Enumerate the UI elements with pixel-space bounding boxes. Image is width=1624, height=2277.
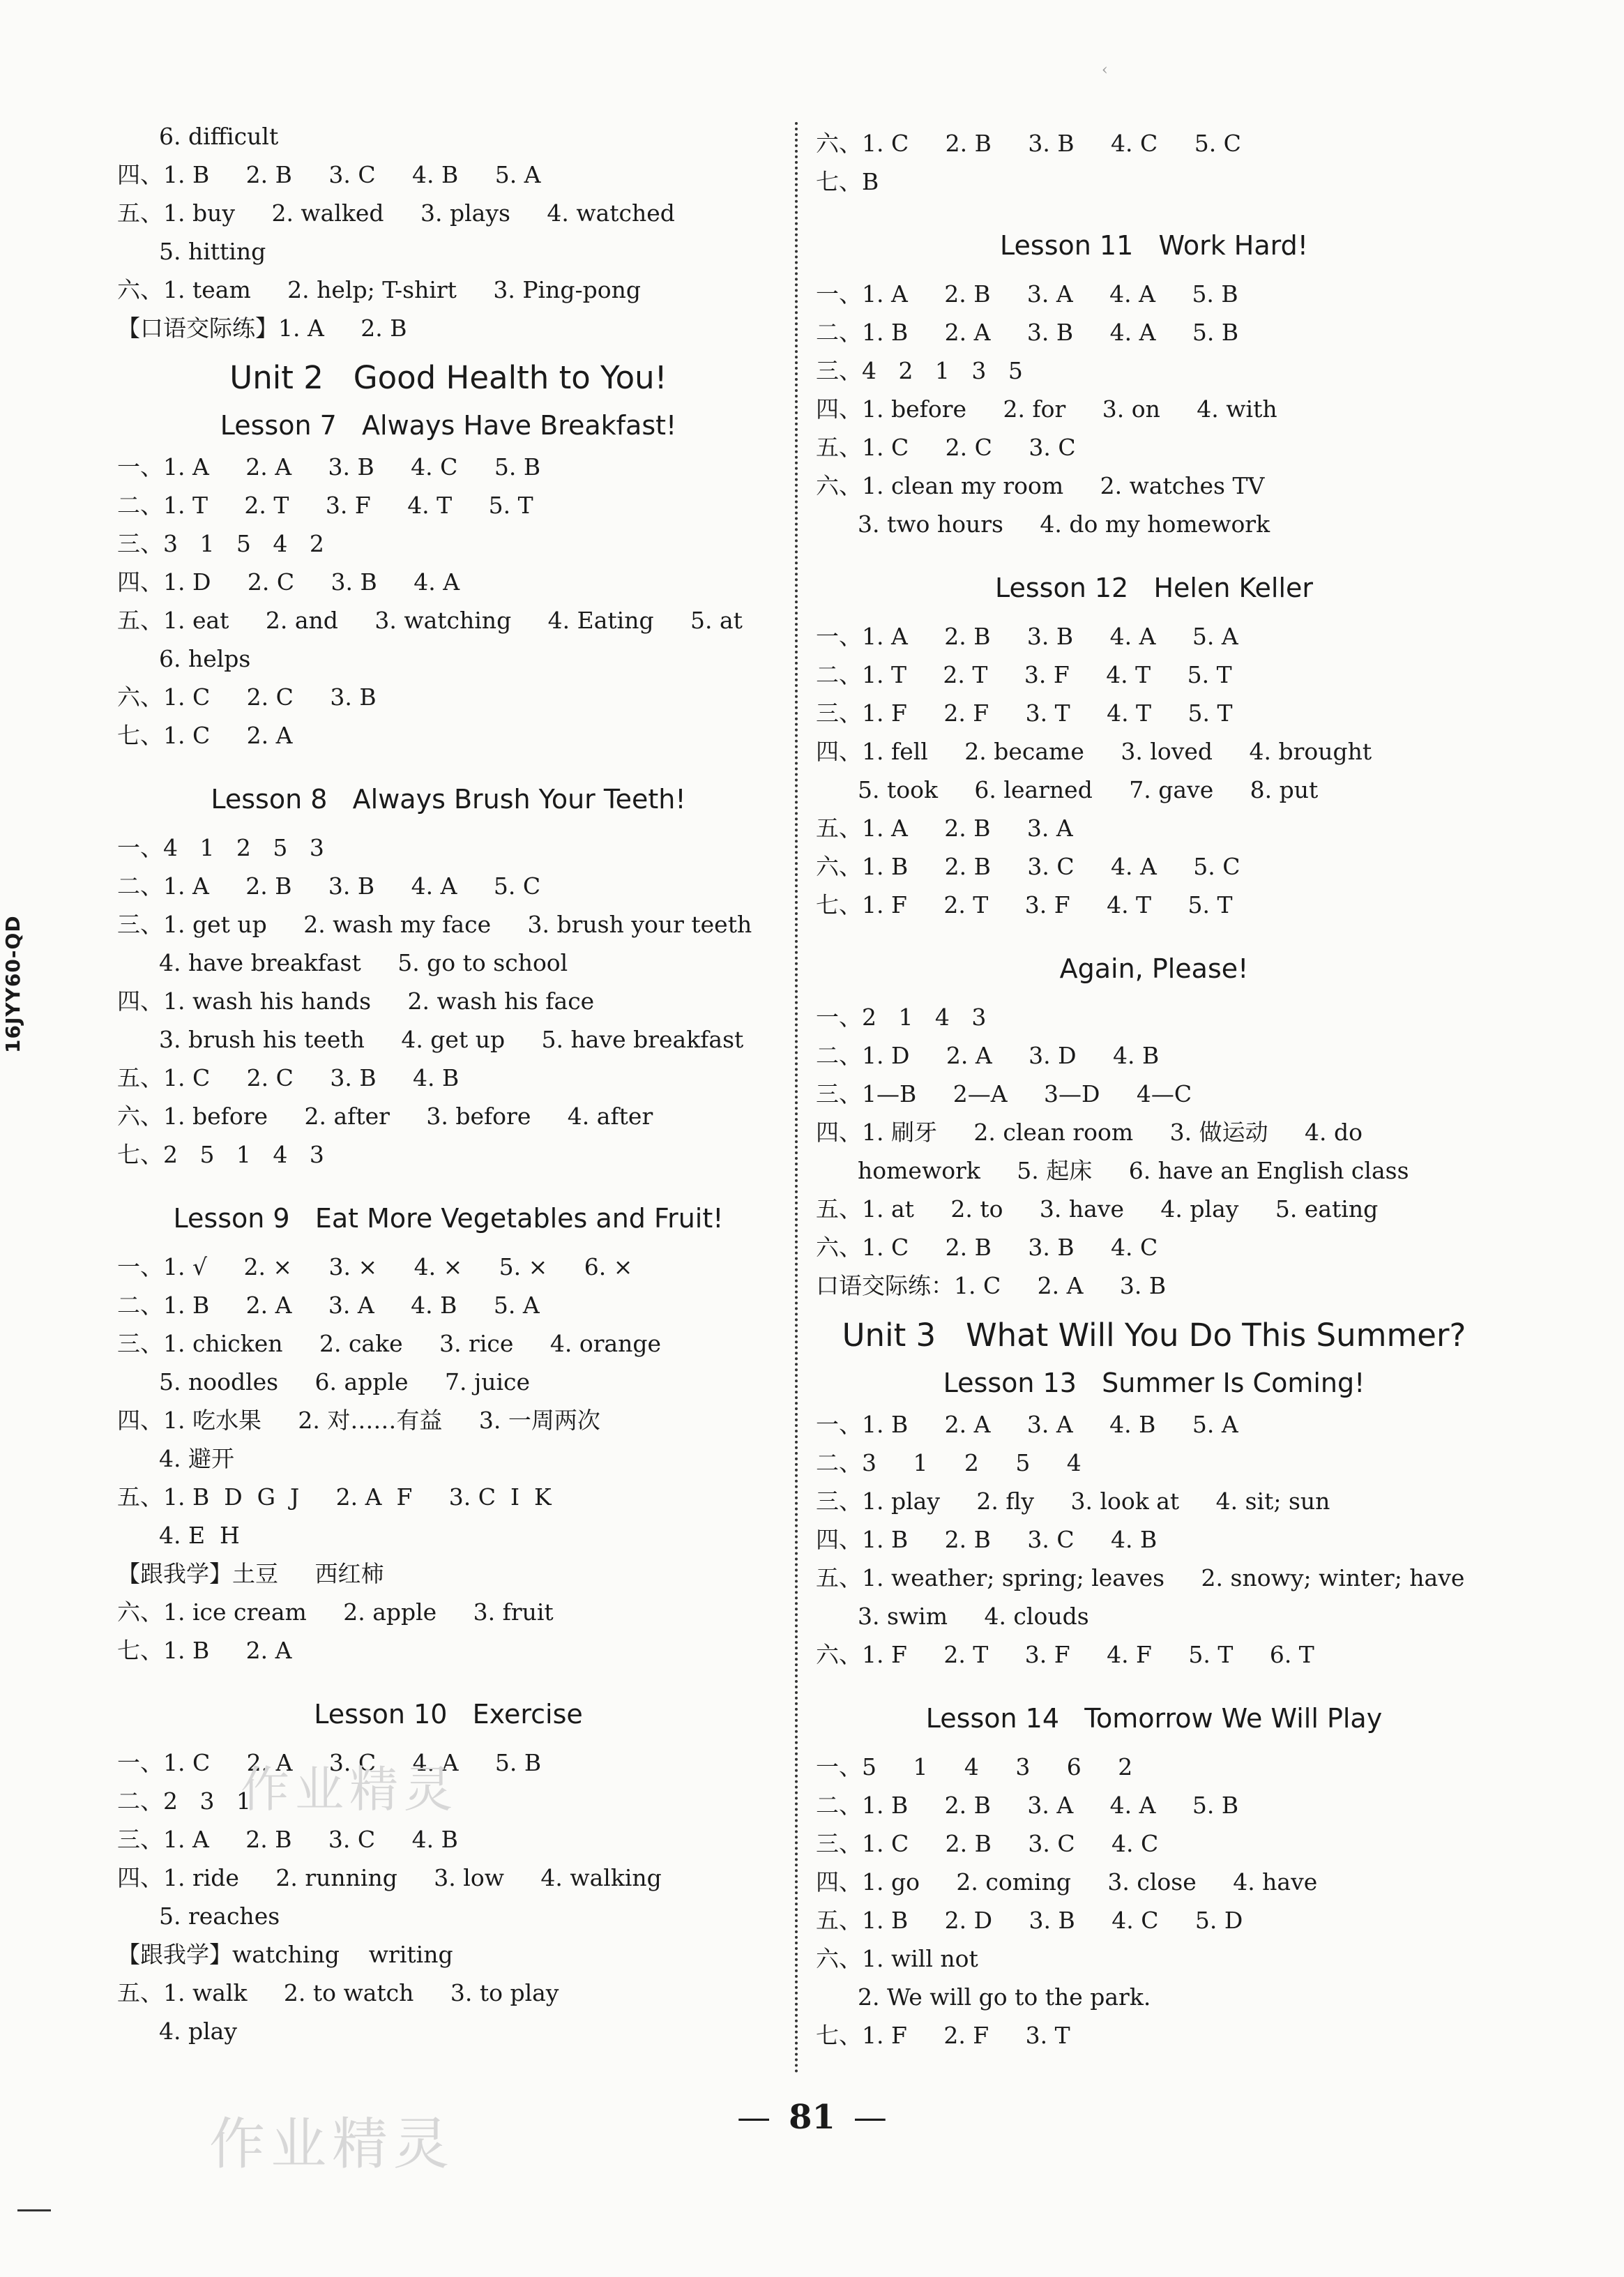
answer-line: 【口语交际练】1. A 2. B: [117, 315, 407, 342]
answer-line: 一、1. A 2. B 3. A 4. A 5. B: [816, 280, 1238, 308]
answer-line: homework 5. 起床 6. have an English class: [858, 1157, 1409, 1184]
answer-line: 5. took 6. learned 7. gave 8. put: [858, 776, 1319, 803]
answer-line: 6. difficult: [159, 123, 279, 150]
lesson-heading: Lesson 8 Always Brush Your Teeth!: [211, 784, 686, 815]
answer-line: 七、1. C 2. A: [117, 722, 293, 749]
answer-line: 3. swim 4. clouds: [858, 1603, 1089, 1630]
answer-line: 六、1. clean my room 2. watches TV: [816, 472, 1265, 499]
answer-line: 口语交际练：1. C 2. A 3. B: [816, 1272, 1167, 1299]
unit-heading: Unit 3 What Will You Do This Summer?: [842, 1317, 1466, 1354]
answer-line: 七、1. F 2. T 3. F 4. T 5. T: [816, 891, 1233, 918]
side-code: 16JYY60-QD: [1, 915, 24, 1053]
answer-line: 五、1. A 2. B 3. A: [816, 815, 1073, 842]
page-number-dash: —: [737, 2098, 771, 2137]
answer-line: 四、1. wash his hands 2. wash his face: [117, 988, 595, 1015]
answer-line: 三、1. play 2. fly 3. look at 4. sit; sun: [816, 1488, 1330, 1515]
column-divider: [795, 122, 798, 2075]
answer-line: 6. helps: [159, 645, 251, 672]
answer-line: 三、1. chicken 2. cake 3. rice 4. orange: [117, 1330, 662, 1357]
answer-line: 四、1. 吃水果 2. 对……有益 3. 一周两次: [117, 1407, 600, 1434]
answer-line: 4. 避开: [159, 1445, 234, 1472]
lesson-heading: Lesson 9 Eat More Vegetables and Fruit!: [173, 1203, 724, 1234]
answer-line: 二、1. A 2. B 3. B 4. A 5. C: [117, 872, 541, 900]
answer-line: 四、1. 刷牙 2. clean room 3. 做运动 4. do: [816, 1119, 1363, 1146]
lesson-heading: Again, Please!: [1059, 953, 1249, 984]
answer-line: 六、1. before 2. after 3. before 4. after: [117, 1103, 653, 1130]
lesson-heading: Lesson 12 Helen Keller: [994, 573, 1314, 603]
bottom-rule: [17, 2209, 51, 2211]
answer-line: 三、1. C 2. B 3. C 4. C: [816, 1830, 1159, 1857]
answer-line: 二、1. B 2. A 3. B 4. A 5. B: [816, 319, 1239, 346]
answer-line: 六、1. B 2. B 3. C 4. A 5. C: [816, 853, 1240, 880]
answer-line: 五、1. weather; spring; leaves 2. snowy; winter; have: [816, 1564, 1465, 1591]
answer-line: 四、1. go 2. coming 3. close 4. have: [816, 1868, 1318, 1896]
answer-line: 三、1—B 2—A 3—D 4—C: [816, 1080, 1192, 1107]
answer-line: 六、1. will not: [816, 1945, 978, 1972]
answer-line: 四、1. B 2. B 3. C 4. B 5. A: [117, 161, 541, 188]
answer-line: 一、4 1 2 5 3: [117, 834, 324, 861]
answer-line: 二、1. B 2. A 3. A 4. B 5. A: [117, 1292, 540, 1319]
answer-line: 5. reaches: [159, 1902, 280, 1930]
answer-line: 五、1. at 2. to 3. have 4. play 5. eating: [816, 1195, 1379, 1223]
answer-line: 一、1. A 2. B 3. B 4. A 5. A: [816, 623, 1238, 650]
answer-line: 五、1. B 2. D 3. B 4. C 5. D: [816, 1907, 1243, 1934]
answer-line: 一、1. √ 2. × 3. × 4. × 5. × 6. ×: [117, 1253, 633, 1280]
corner-mark: ‹: [1102, 61, 1108, 79]
right-answer-column: [816, 124, 1492, 2055]
answer-line: 五、1. C 2. C 3. B 4. B: [117, 1064, 460, 1091]
answer-line: 3. two hours 4. do my homework: [858, 510, 1270, 538]
answer-line: 六、1. C 2. B 3. B 4. C 5. C: [816, 130, 1241, 157]
answer-line: 【跟我学】watching writing: [117, 1941, 453, 1968]
answer-line: 5. hitting: [159, 238, 266, 265]
answer-line: 一、5 1 4 3 6 2: [816, 1753, 1133, 1780]
answer-line: 2. We will go to the park.: [858, 1983, 1151, 2011]
answer-line: 5. noodles 6. apple 7. juice: [159, 1368, 531, 1395]
answer-line: 二、1. T 2. T 3. F 4. T 5. T: [117, 492, 533, 519]
answer-line: 六、1. F 2. T 3. F 4. F 5. T 6. T: [816, 1641, 1314, 1668]
answer-line: 六、1. team 2. help; T-shirt 3. Ping-pong: [117, 276, 641, 303]
page-number: [0, 2098, 1624, 2137]
answer-line: 四、1. fell 2. became 3. loved 4. brought: [816, 738, 1372, 765]
answer-line: 七、B: [816, 168, 879, 195]
answer-line: 4. have breakfast 5. go to school: [159, 949, 568, 976]
answer-line: 二、1. D 2. A 3. D 4. B: [816, 1042, 1160, 1069]
answer-line: 五、1. walk 2. to watch 3. to play: [117, 1979, 559, 2006]
answer-line: 四、1. ride 2. running 3. low 4. walking: [117, 1864, 662, 1891]
watermark: 作业精灵: [209, 2112, 455, 2177]
answer-line: 七、1. F 2. F 3. T: [816, 2022, 1070, 2049]
answer-line: 四、1. D 2. C 3. B 4. A: [117, 568, 460, 596]
answer-line: 三、1. get up 2. wash my face 3. brush your teeth: [117, 911, 752, 938]
answer-line: 六、1. C 2. B 3. B 4. C: [816, 1234, 1158, 1261]
lesson-heading: Lesson 14 Tomorrow We Will Play: [925, 1703, 1383, 1734]
answer-line: 六、1. ice cream 2. apple 3. fruit: [117, 1598, 554, 1626]
answer-line: 三、1. F 2. F 3. T 4. T 5. T: [816, 699, 1233, 727]
answer-line: 五、1. B D G J 2. A F 3. C I K: [117, 1483, 552, 1511]
answer-line: 三、3 1 5 4 2: [117, 530, 324, 557]
lesson-heading: Lesson 13 Summer Is Coming!: [943, 1368, 1365, 1398]
answer-line: 七、1. B 2. A: [117, 1637, 292, 1664]
answer-line: 七、2 5 1 4 3: [117, 1141, 324, 1168]
answer-line: 二、1. B 2. B 3. A 4. A 5. B: [816, 1792, 1239, 1819]
answer-line: 六、1. C 2. C 3. B: [117, 683, 377, 711]
answer-line: 4. play: [159, 2018, 237, 2045]
page-number-dash: —: [853, 2098, 887, 2137]
answer-line: 一、1. A 2. A 3. B 4. C 5. B: [117, 453, 541, 481]
lesson-heading: Lesson 7 Always Have Breakfast!: [220, 410, 677, 441]
answer-line: 四、1. B 2. B 3. C 4. B: [816, 1526, 1158, 1553]
answer-line: 五、1. buy 2. walked 3. plays 4. watched: [117, 199, 675, 227]
unit-heading: Unit 2 Good Health to You!: [229, 359, 667, 396]
answer-line: 二、1. T 2. T 3. F 4. T 5. T: [816, 661, 1232, 688]
answer-line: 五、1. eat 2. and 3. watching 4. Eating 5. at: [117, 607, 743, 634]
answer-line: 三、1. A 2. B 3. C 4. B: [117, 1826, 458, 1853]
page-number-value: 81: [789, 2098, 835, 2137]
lesson-heading: Lesson 10 Exercise: [314, 1699, 583, 1730]
answer-line: 一、1. B 2. A 3. A 4. B 5. A: [816, 1411, 1238, 1438]
answer-line: 3. brush his teeth 4. get up 5. have breakfast: [159, 1026, 744, 1053]
answer-line: 二、3 1 2 5 4: [816, 1449, 1082, 1476]
answer-line: 五、1. C 2. C 3. C: [816, 434, 1076, 461]
answer-line: 4. E H: [159, 1522, 240, 1549]
answer-line: 一、2 1 4 3: [816, 1004, 987, 1031]
answer-line: 一、1. C 2. A 3. C 4. A 5. B: [117, 1749, 542, 1776]
answer-line: 三、4 2 1 3 5: [816, 357, 1023, 384]
lesson-heading: Lesson 11 Work Hard!: [1000, 230, 1308, 261]
watermark: 作业精灵: [241, 1761, 458, 1818]
answer-line: 四、1. before 2. for 3. on 4. with: [816, 395, 1277, 423]
answer-line: 【跟我学】土豆 西红柿: [117, 1560, 384, 1587]
answer-line: 二、2 3 1: [117, 1787, 251, 1815]
